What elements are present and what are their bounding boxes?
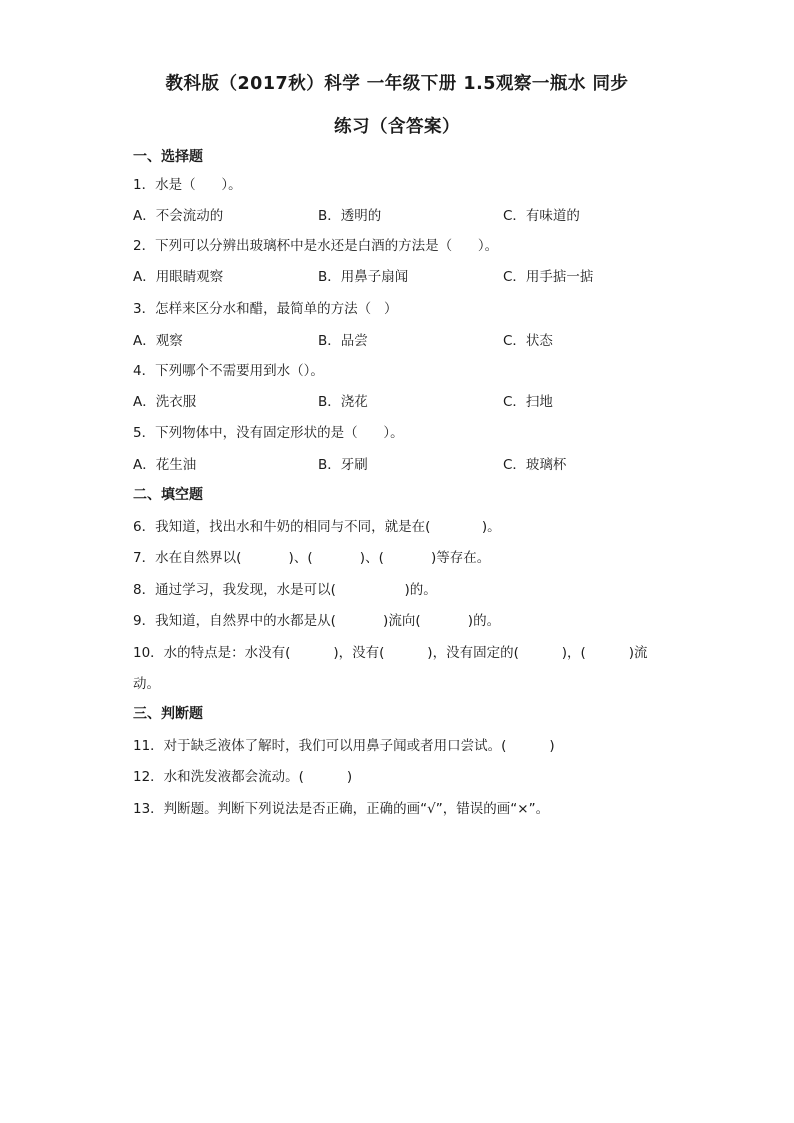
question-9: 9．我知道，自然界中的水都是从( )流向( )的。 bbox=[133, 613, 501, 629]
question-12: 12．水和洗发液都会流动。( ) bbox=[133, 769, 353, 785]
question-7: 7．水在自然界以( )、( )、( )等存在。 bbox=[133, 550, 491, 566]
section-heading-choice: 一、选择题 bbox=[133, 149, 203, 165]
option-b: B．用鼻子扇闻 bbox=[318, 269, 409, 285]
option-c: C．玻璃杯 bbox=[503, 457, 567, 473]
document-title-line1: 教科版（2017秋）科学 一年级下册 1.5观察一瓶水 同步 bbox=[165, 74, 629, 94]
question-2-options bbox=[133, 265, 693, 285]
question-1-options bbox=[133, 204, 693, 224]
section-heading-judge: 三、判断题 bbox=[133, 706, 203, 722]
option-c: C．状态 bbox=[503, 333, 553, 349]
option-a: A．不会流动的 bbox=[133, 208, 224, 224]
option-a: A．花生油 bbox=[133, 457, 197, 473]
question-4-options bbox=[133, 390, 693, 410]
document-title-line2: 练习（含答案） bbox=[334, 117, 460, 137]
option-a: A．用眼睛观察 bbox=[133, 269, 224, 285]
question-3-options bbox=[133, 329, 693, 349]
question-10-line1: 10．水的特点是：水没有( )，没有( )，没有固定的( )，( )流 bbox=[133, 645, 648, 661]
section-heading-fill: 二、填空题 bbox=[133, 487, 203, 503]
option-c: C．扫地 bbox=[503, 394, 553, 410]
option-b: B．透明的 bbox=[318, 208, 382, 224]
question-6: 6．我知道，找出水和牛奶的相同与不同，就是在( )。 bbox=[133, 519, 501, 535]
option-a: A．观察 bbox=[133, 333, 183, 349]
question-5-options bbox=[133, 453, 693, 473]
question-4: 4．下列哪个不需要用到水（）。 bbox=[133, 363, 324, 379]
question-10-line2: 动。 bbox=[133, 676, 160, 692]
option-c: C．用手掂一掂 bbox=[503, 269, 594, 285]
question-3: 3．怎样来区分水和醋，最简单的方法（ ） bbox=[133, 301, 398, 317]
question-5: 5．下列物体中，没有固定形状的是（ ）。 bbox=[133, 425, 404, 441]
question-13: 13．判断题。判断下列说法是否正确，正确的画“√”，错误的画“×”。 bbox=[133, 801, 550, 817]
option-a: A．洗衣服 bbox=[133, 394, 197, 410]
question-8: 8．通过学习，我发现，水是可以( )的。 bbox=[133, 582, 437, 598]
option-b: B．牙刷 bbox=[318, 457, 368, 473]
question-2: 2．下列可以分辨出玻璃杯中是水还是白酒的方法是（ ）。 bbox=[133, 238, 499, 254]
option-b: B．品尝 bbox=[318, 333, 368, 349]
question-1: 1．水是（ ）。 bbox=[133, 177, 242, 193]
option-b: B．浇花 bbox=[318, 394, 368, 410]
option-c: C．有味道的 bbox=[503, 208, 580, 224]
question-11: 11．对于缺乏液体了解时，我们可以用鼻子闻或者用口尝试。( ) bbox=[133, 738, 555, 754]
